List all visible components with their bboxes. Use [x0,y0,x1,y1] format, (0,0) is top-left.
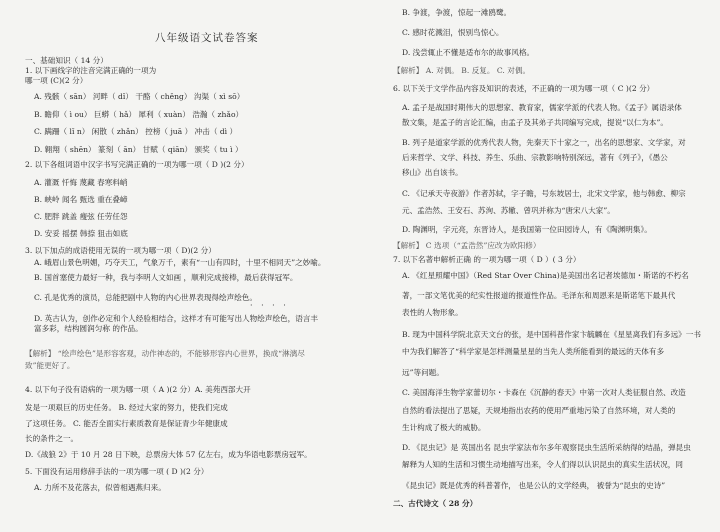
section-heading: 一、基础知识（ 14 分） [25,56,108,65]
option-b-continued-2: 远”等问题。 [402,368,444,377]
question-7: 7. 以下名著申解析正确 的一项为哪一项（ D ）( 3 分） [393,255,581,264]
option-d: D. 浅尝辄止不懂是适布尔的故事风格。 [402,48,535,57]
option-b: B. 国首塞使力最好一种，我与李明人文如画 ，顺利完成接棒，最后获得冠军。 [34,273,298,282]
option-a-continued: 著，一部文笔优美的纪实性报道的报道性作品。毛泽东和周恩来是斯诺笔下最具代 [402,291,676,300]
option-b: B. 现为中国科学院北京天文台的张，是中国科普作家卞毓麟在《星星离我们有多远》一书 [402,330,701,339]
option-c: C. 美国海洋生物学家蕾切尔・卡森在《沉静的春天》中第一次对人类征服自然、改造 [402,388,686,397]
question-3: 3. 以下加点的成语使用无误的一项为哪一项（ D)(2 分） [25,246,216,255]
option-c: C. 蹒跚（ lǐ n） 闲散（ zhǎn） 控榜（ juā ） 冲击（ dì ） [34,127,238,136]
option-d: D. 英古认为，创作必定和个人经验相结合，这样才有可能写出人物绘声绘色，语言丰 [34,314,319,323]
option-d: D. 陶渊明，字元亮，东晋诗人，是我国第一位田园诗人，有《陶渊明集》。 [402,225,652,234]
question-5: 5. 下面没有运用修辞手法的一项为哪一项 ( D )(2 分） [25,467,209,476]
question-2: 2. 以下各组词语中汉字书写完满正确的一项为哪一项（ D )(2 分） [25,160,249,169]
option-a-continued-2: 表性的人物形象。 [402,308,463,317]
option-d-continued-2: 《昆虫记》既是优秀的科普著作， 也是公认的文学经典， 被誉为“昆虫的史诗” [402,481,666,490]
option-c-continued: 元、孟浩然、王安石、苏洵、苏辙、曾巩并称为“唐宋八大家”。 [402,206,615,215]
option-b: B. 峡岭 闻名 甄选 重在叠嶂 [34,195,128,204]
question-1: 1. 以下画线字的注音完满正确的一项为 [25,66,157,75]
question-4-option-d: D.《战狼 2》于 10 月 28 日下映，总票房大体 57 亿左右，成为华语电影票房冠军。 [25,450,312,459]
option-a: A. 力所不及花落去，似曾相遇燕归来。 [34,483,166,492]
option-b-continued: 后来哲学、文学、科技、养生、乐曲、宗教影响特别深远，著有《列子》，《愚公 [402,153,668,162]
option-b-continued-2: 移山》出自该书。 [402,168,463,177]
explanation-continued: 致”能更好了。 [25,361,75,370]
option-a: A. 峨眉山景色明媚，巧夺天工，气象万千，素有“一山有四时，十里不相同天”之妙喻。 [34,258,326,267]
option-c-continued: 自然的看法提出了思疑，天规地指出农药的使用严重地污染了自然环境，对人类的 [402,406,676,415]
option-c-continued-2: 生计构成了极大的威胁。 [402,423,486,432]
explanation: 【解析】 A. 对偶。 B. 反复。 C. 对偶。 [393,66,531,75]
option-d: D. 翱翔（ shēn） 篆刻（ ān） 甘赋（ qiān） 颁奖（ tu ì ） [34,145,243,154]
emphasis-dots: · · · · [250,301,289,310]
question-4-line-2: 发是一项艰巨的历史任务。 B. 经过大家的努力，使我们完成 [25,403,228,412]
explanation: 【解析】 “绘声绘色”是形容客观，动作神态的，不能够形容内心世界，换成“淋漓尽 [25,349,305,358]
option-d: D. 《昆虫记》是 英国出名 昆虫学家法布尔多年观察昆虫生活所采纳得的结晶，弹昆虫 [402,443,691,452]
option-d-continued: 解释为人知的生活和习惯生动地描写出来，令人们得以认识昆虫的真实生活状况，同 [402,460,683,469]
question-6: 6. 以下关于文学作品内容及知识的表述，不正确的一项为哪一项（ C )(2 分） [393,84,655,93]
option-c: C. 感时花溅泪，恨别鸟惊心。 [402,28,504,37]
option-a: A. 残骸（ sān） 河畔（ dǐ） 干酪（ chěng） 沟渠（ xì sō） [34,92,245,101]
option-b: B. 争渡，争渡，惊起一滩鸥鹭。 [402,8,512,17]
option-b-continued: 中为我们解答了“科学家是怎样测量星星的当先人类所能看到的最远的天体有多 [402,347,665,356]
option-b: B. 列子是道家学派的优秀代表人物，先秦天下十家之一，出名的思想家、文学家，对 [402,138,686,147]
option-c: C. 《记承天寺夜游》作者苏轼，字子瞻，号东坡居士，北宋文学家，他与韩愈、柳宗 [402,189,686,198]
option-a: A. 灌溉 忏悔 蔑藏 春寒料峭 [34,178,128,187]
question-4: 4. 以下句子没有语病的一项为哪一项（ A )(2 分）A. 美苑西部大开 [25,385,251,394]
question-1-answer: 哪一项 (C)(2 分） [25,76,88,85]
question-4-line-4: 长的条件之一。 [25,434,79,443]
option-c: C. 孔是优秀的演员，总能把剧中人物的内心世界表现得绘声绘色。 [34,293,257,302]
option-d: D. 安妥 摇摆 韩捺 狙击如底 [34,229,128,238]
section-heading: 二、古代诗文（ 28 分） [393,499,478,508]
option-c: C. 肥胖 跳盖 瘦弦 任劳任怨 [34,212,128,221]
option-b: B. 瞻仰（ ì ou） 巨蟒（ hǎ） 犀利（ xuàn） 浩瀚（ zhǎo） [34,110,244,119]
explanation: 【解析】 C 选项（“孟浩然”应改为欧阳修） [393,241,541,250]
question-4-line-3: 了这项任务。 C. 能否全面实行素质教育是保证青少年健康成 [25,419,228,428]
option-a-continued: 散文集，是孟子的言论汇编，由孟子及其弟子共同编写完成，提说“以仁为本”。 [402,118,668,127]
page-title: 八年级语文试卷答案 [155,32,259,44]
option-d-continued: 富多彩，结构圆润匀称 的作品。 [34,324,143,333]
option-a: A. 孟子是战国时期伟大的思想家、教育家，儒家学派的代表人物。《孟子》属语录体 [402,103,682,112]
option-a: A. 《红星照耀中国》（Red Star Over China)是美国出名记者埃德加・斯诺的不朽名 [402,271,689,280]
